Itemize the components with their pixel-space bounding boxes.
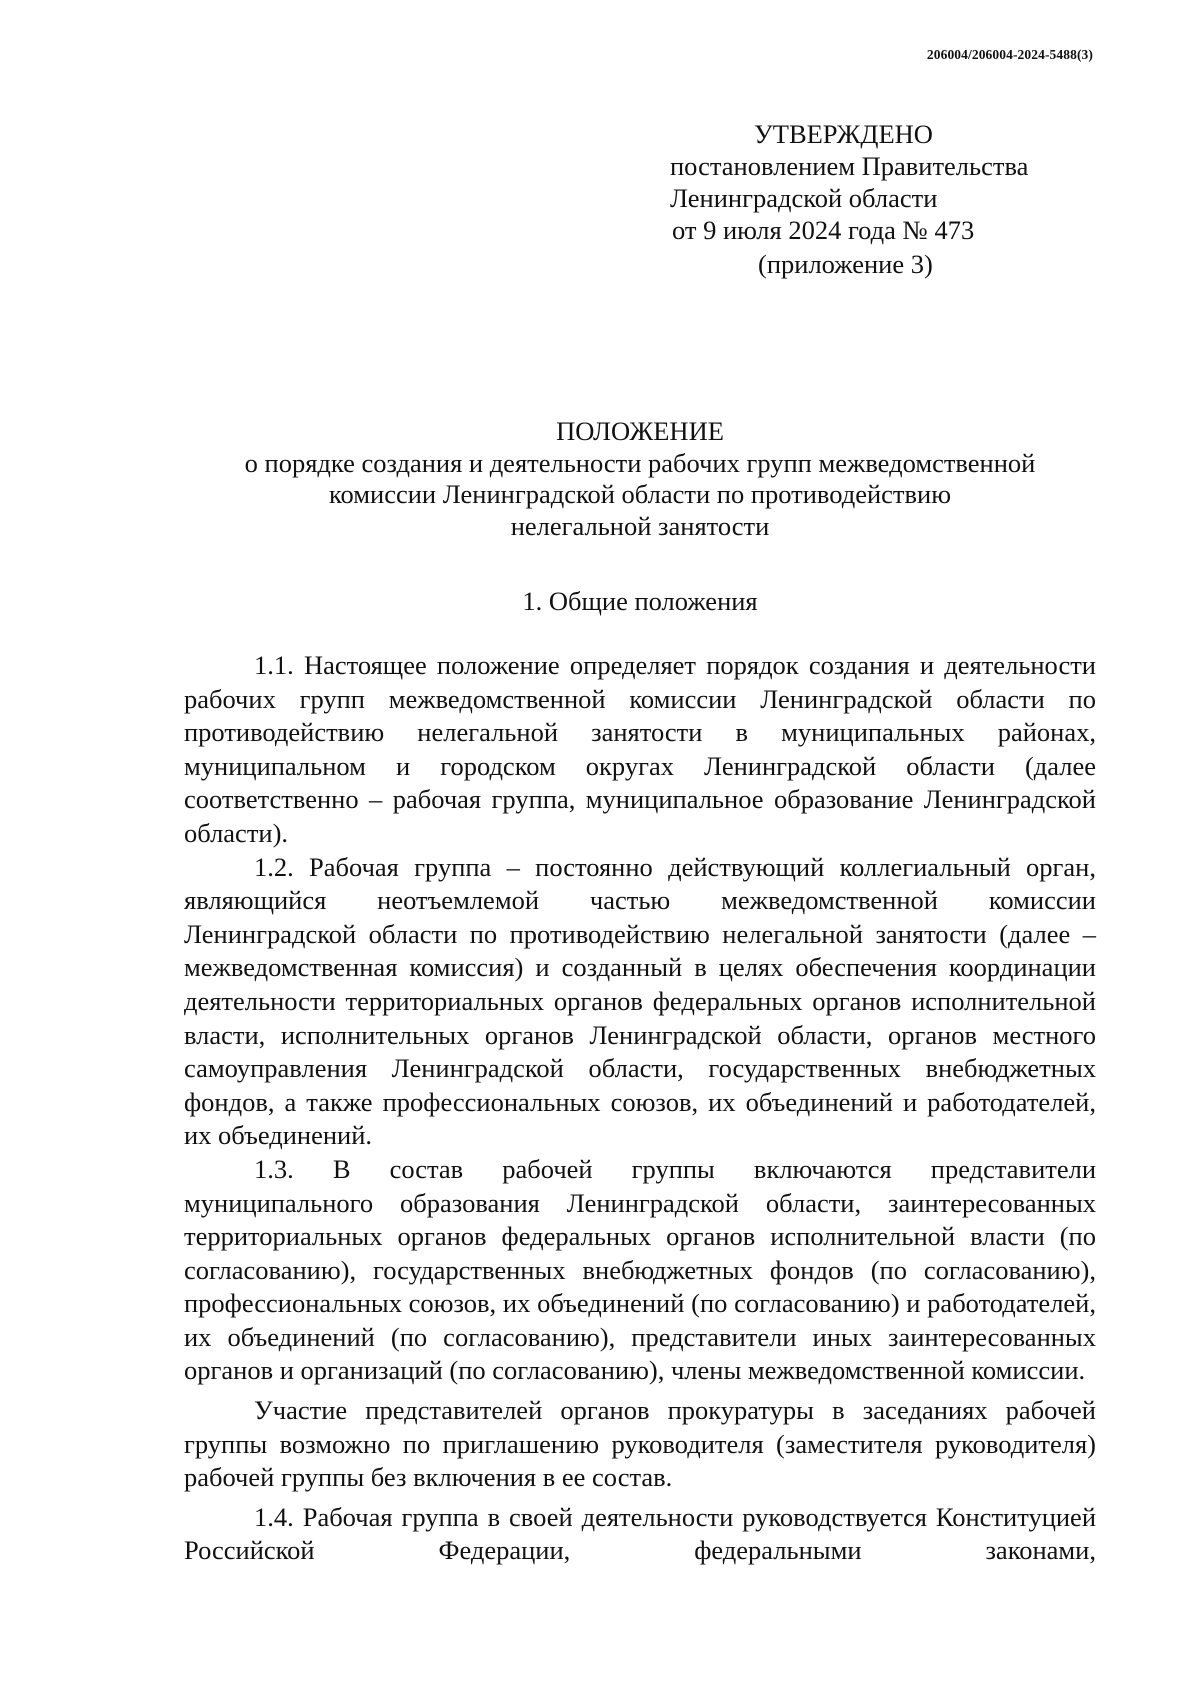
document-title: ПОЛОЖЕНИЕ	[556, 416, 724, 446]
approval-stamp-block	[670, 118, 1110, 280]
paragraph-1-4: 1.4. Рабочая группа в своей деятельности руководствуется Конституцией Российской Федерации, федеральными законами,	[184, 1501, 1096, 1566]
document-body	[184, 649, 1096, 1568]
document-subtitle-line-1: о порядке создания и деятельности рабочих групп межведомственной	[244, 447, 1036, 478]
document-title-block	[180, 416, 1100, 542]
approval-appendix-label: (приложение 3)	[758, 249, 933, 279]
approval-line-region: Ленинградской области	[670, 183, 938, 213]
section-heading-general-provisions: 1. Общие положения	[522, 586, 758, 616]
paragraph-1-3-continuation: Участие представителей органов прокуратуры в заседаниях рабочей группы возможно по приглашению руководителя (заместителя руководителя) рабочей группы без включения в ее состав.	[184, 1395, 1096, 1493]
approval-line-resolution: постановлением Правительства	[670, 151, 1029, 181]
document-subtitle-line-3: нелегальной занятости	[510, 510, 770, 541]
paragraph-1-2: 1.2. Рабочая группа – постоянно действующий коллегиальный орган, являющийся неотъемлемой частью межведомственной комиссии Ленинградской области по противодействию нелегальной занятости (далее – межведомственная комиссия) и созданный в целях обеспечения координации деятельности территориальных органов федеральных органов исполнительной власти, исполнительных органов Ленинградской области, органов местного самоуправления Ленинградской области, государственных внебюджетных фондов, а также профессиональных союзов, их объединений и работодателей, их объединений.	[184, 851, 1096, 1151]
approval-line-date: от 9 июля 2024 года № 473	[672, 215, 975, 245]
paragraph-1-3: 1.3. В состав рабочей группы включаются представители муниципального образования Ленинградской области, заинтересованных территориальных органов федеральных органов исполнительной власти (по согласованию), государственных внебюджетных фондов (по согласованию), профессиональных союзов, их объединений (по согласованию) и работодателей, их объединений (по согласованию), представители иных заинтересованных органов и организаций (по согласованию), члены межведомственной комиссии.	[184, 1153, 1096, 1386]
document-subtitle-line-2: комиссии Ленинградской области по противодействию	[329, 479, 951, 509]
approval-heading: УТВЕРЖДЕНО	[754, 119, 933, 149]
paragraph-1-1: 1.1. Настоящее положение определяет порядок создания и деятельности рабочих групп межведомственной комиссии Ленинградской области по противодействию нелегальной занятости в муниципальных районах, муниципальном и городском округах Ленинградской области (далее соответственно – рабочая группа, муниципальное образование Ленинградской области).	[184, 650, 1096, 848]
document-registration-number: 206004/206004-2024-5488(3)	[926, 47, 1093, 62]
